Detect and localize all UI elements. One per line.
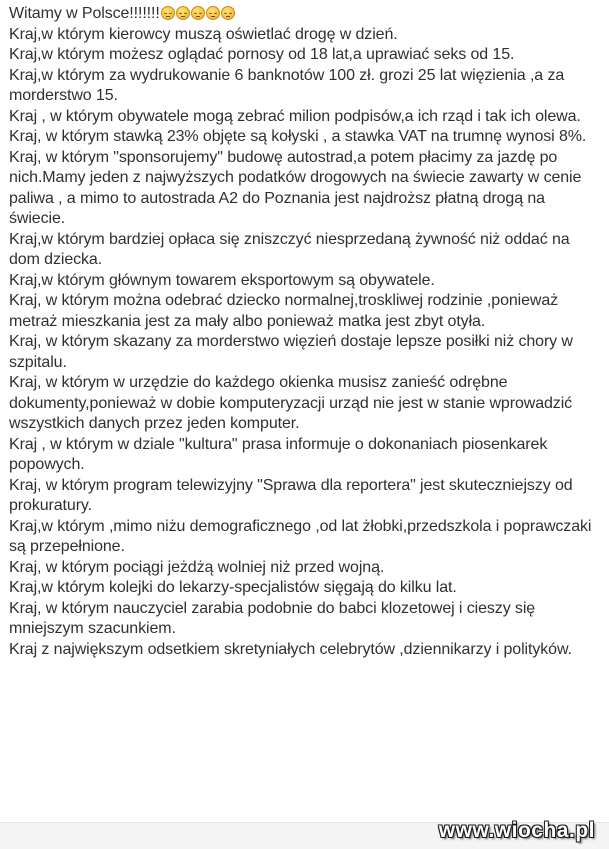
post-line: Kraj, w którym "sponsorujemy" budowę autostrad,a potem płacimy za jazdę po nich.Mamy jeden z najwyższych podatków drogowych na świecie zawarty w cenie paliwa , a mimo to autostrada A2 do Poznania jest najdroższ płatną drogą na świecie. (9, 148, 582, 227)
post-line: Kraj, w którym nauczyciel zarabia podobnie do babci klozetowej i cieszy się mniejszym szacunkiem. (9, 599, 536, 637)
post-line: Kraj, w którym stawką 23% objęte są kołyski , a stawka VAT na trumnę wynosi 8%. (9, 128, 587, 145)
post-line: Kraj, w którym w urzędzie do każdego okienka musisz zanieść odrębne dokumenty,ponieważ w dobie komputeryzacji urząd nie jest w stanie wprowadzić wszystkich danych przez jeden komputer. (9, 374, 573, 432)
sleepy-face-icon (161, 6, 175, 20)
sleepy-face-icon (191, 6, 205, 20)
post-title: Witamy w Polsce!!!!!!! (9, 5, 160, 22)
post-line: Kraj, w którym można odebrać dziecko normalnej,troskliwej rodzinie ,ponieważ metraż mieszkania jest za mały albo ponieważ matka jest zbyt otyła. (9, 292, 559, 330)
post-line: Kraj, w którym pociągi jeżdżą wolniej niż przed wojną. (9, 558, 385, 576)
post-line: Kraj,w którym kolejki do lekarzy-specjalistów sięgają do kilku lat. (9, 579, 457, 596)
sleepy-face-icon (221, 6, 235, 20)
post-line: Kraj z największym odsetkiem skretyniałych celebrytów ,dziennikarzy i polityków. (9, 640, 572, 658)
emoji-row (160, 5, 235, 22)
post-line: Kraj , w którym obywatele mogą zebrać milion podpisów,a ich rząd i tak ich olewa. (9, 107, 581, 125)
post-line: Kraj,w którym możesz oglądać pornosy od 18 lat,a uprawiać seks od 15. (9, 46, 515, 63)
post-line: Kraj,w którym kierowcy muszą oświetlać drogę w dzień. (9, 25, 398, 43)
post-line: Kraj, w którym skazany za morderstwo więzień dostaje lepsze posiłki niż chory w szpitalu. (9, 333, 573, 371)
post-line: Kraj,w którym głównym towarem eksportowym są obywatele. (9, 271, 435, 289)
post-text (9, 4, 601, 660)
post-line: Kraj,w którym ,mimo niżu demograficznego ,od lat żłobki,przedszkola i poprawczaki są przepełnione. (9, 517, 592, 555)
site-watermark: www.wiocha.pl (438, 819, 595, 842)
sleepy-face-icon (206, 6, 220, 20)
post-line: Kraj,w którym bardziej opłaca się zniszczyć niesprzedaną żywność niż oddać na dom dziecka. (9, 230, 570, 268)
post-line: Kraj , w którym w dziale "kultura" prasa informuje o dokonaniach piosenkarek popowych. (9, 435, 548, 473)
post-line: Kraj, w którym program telewizyjny "Sprawa dla reportera" jest skuteczniejszy od prokuratury. (9, 476, 573, 514)
sleepy-face-icon (176, 6, 190, 20)
post-line: Kraj,w którym za wydrukowanie 6 banknotów 100 zł. grozi 25 lat więzienia ,a za morderstwo 15. (9, 66, 565, 104)
post-title-line (9, 4, 601, 25)
